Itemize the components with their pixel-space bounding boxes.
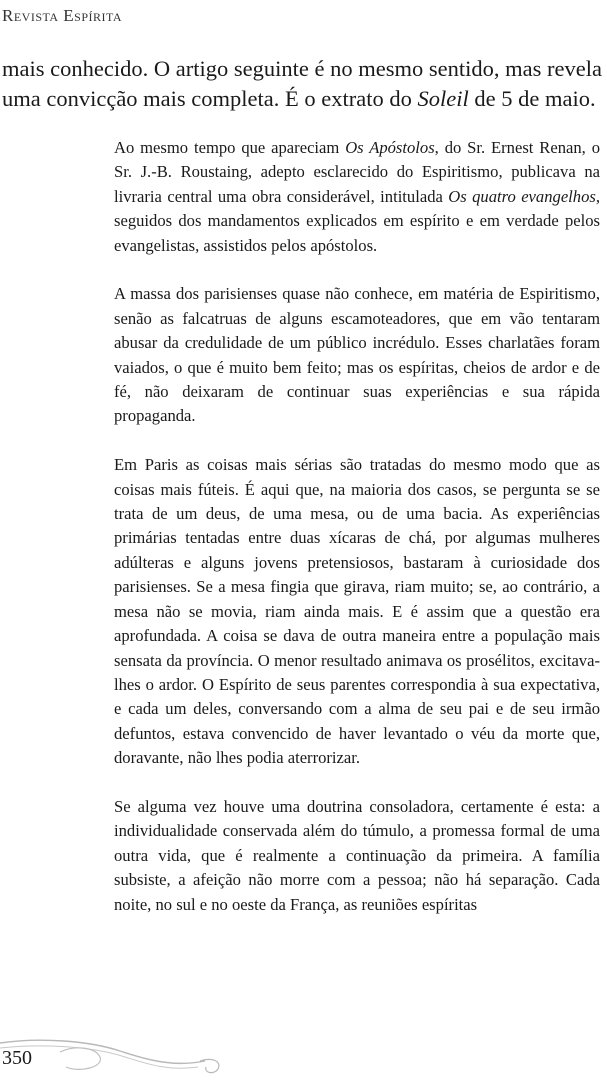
lead-text-end: de 5 de maio. [468, 86, 596, 111]
quote-paragraph-4: Se alguma vez houve uma doutrina consoladora, certamente é esta: a individualidade conservada além do túmulo, a promessa formal de uma outra vida, que é realmente a continuação da primeira. A família subsiste, a afeição não morre com a pessoa; não há separação. Cada noite, no sul e no oeste da França, as reuniões espíritas [114, 796, 600, 914]
quote-paragraph-1 [114, 136, 600, 258]
lead-italic-title: Soleil [417, 86, 469, 111]
p1-italic-title-2: Os quatro evangelhos [448, 186, 596, 206]
page-number: 350 [2, 1047, 32, 1069]
p1-text-a: Ao mesmo tempo que apareciam [114, 138, 346, 157]
lead-text: mais conhecido. O artigo seguinte é no mesmo sentido, mas revela uma convicção mais completa. É o extrato do [2, 56, 602, 111]
quote-paragraph-3: Em Paris as coisas mais sérias são tratadas do mesmo modo que as coisas mais fúteis. É aqui que, na maioria dos casos, se pergunta se se trata de um deus, de uma mesa, ou de uma bacia. As experiências primárias tentadas entre duas xícaras de chá, por algumas mulheres adúlteras e alguns jovens pretensiosos, bastaram à curiosidade dos parisienses. Se a mesa fingia que girava, riam muito; se, ao contrário, a mesa não se movia, riam ainda mais. E é assim que a questão era aprofundada. A coisa se dava de outra maneira entre a população mais sensata da província. O menor resultado animava os prosélitos, excitava-lhes o ardor. O Espírito de seus parentes correspondia à sua expectativa, e cada um deles, conversando com a alma de seu pai e de seu irmão defuntos, estava convencido de haver levantado o véu da morte que, doravante, não lhes podia aterrorizar. [114, 455, 600, 768]
running-header: Revista Espírita [2, 6, 123, 25]
p1-italic-title-1: Os Apóstolos [345, 138, 435, 157]
quoted-article [114, 136, 600, 941]
lead-paragraph [2, 54, 602, 114]
page-footer [0, 1017, 607, 1087]
quote-paragraph-2: A massa dos parisienses quase não conhece, em matéria de Espiritismo, senão as falcatruas de alguns escamoteadores, que em vão tentaram abusar da credulidade de um público incrédulo. Esses charlatães foram vaiados, o que é muito bem feito; mas os espíritas, cheios de ardor e de fé, não deixaram de continuar suas experiências e sua rápida propaganda. [114, 284, 600, 426]
swirl-ornament-icon [0, 1017, 230, 1087]
p1-text-e: , seguidos dos mandamentos explicados em espírito e em verdade pelos evangelistas, assistidos pelos apóstolos. [114, 186, 600, 255]
p1-text-c: , do Sr. Ernest Renan, o Sr. J.-B. Roustaing, adepto esclarecido do Espiritismo, publicava na livraria central uma obra considerável, intitulada [114, 138, 601, 206]
